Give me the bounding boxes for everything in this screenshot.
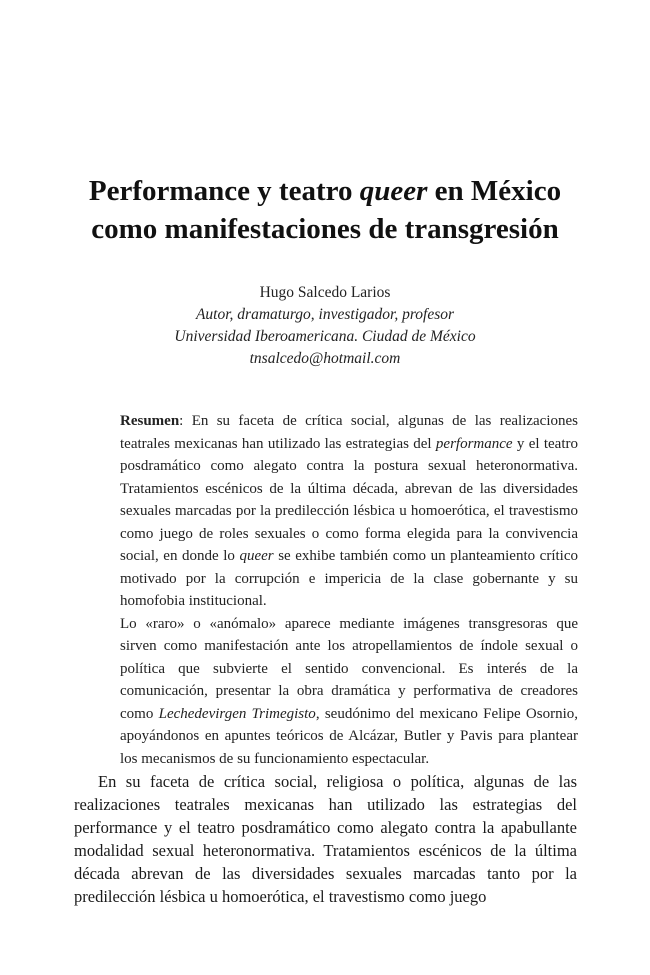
body-paragraph-1: En su faceta de crítica social, religiosa o política, algunas de las realizaciones teatrales mexicanas han utilizado las estrategias del performance y el teatro posdramático como alegato contra la apabullante modalidad sexual heteronormativa. Tratamientos escénicos de la última década abrevan de las diversidades sexuales marcadas tanto por la predilección lésbica u homoerótica, el travestismo como juego [74,772,577,906]
author-role: Autor, dramaturgo, investigador, profesor [195,306,455,323]
abstract-italic: Lechedevirgen Trimegisto [158,705,316,722]
abstract-label: Resumen [120,413,180,429]
abstract-paragraph-1 [120,410,578,613]
title-text: Performance y teatro [88,175,360,207]
abstract [120,410,578,770]
abstract-text: : En su faceta de crítica social, algunas de las realizaciones teatrales mexicanas han utilizado las estrategias del [120,413,578,452]
article-title [0,172,650,248]
title-line-2: como manifestaciones de transgresión [91,213,559,245]
title-text: en México [427,175,562,207]
abstract-italic: performance [435,435,513,452]
abstract-text: , seudónimo del mexicano Felipe Osornio, apoyándonos en apuntes teóricos de Alcázar, Butler y Pavis para plantear los mecanismos de su funcionamiento espectacular. [120,705,578,767]
author-name: Hugo Salcedo Larios [259,284,391,301]
title-italic-queer: queer [359,175,428,207]
title-line-1 [0,172,650,210]
author-affiliation: Universidad Iberoamericana. Ciudad de México [174,328,476,345]
abstract-text: Lo «raro» o «anómalo» aparece mediante imágenes transgresoras que sirven como manifestación ante los atropellamientos de índole sexual o política que subvierte el sentido convencional. Es interés de la comunicación, presentar la obra dramática y performativa de creadores como [120,615,578,722]
author-block [0,282,650,370]
abstract-italic: queer [239,548,274,564]
abstract-text: se exhibe también como un planteamiento crítico motivado por la corrupción e impericia de la clase gobernante y su homofobia institucional. [120,548,578,609]
abstract-paragraph-2 [120,613,578,771]
abstract-text: y el teatro posdramático como alegato contra la postura sexual heteronormativa. Tratamientos escénicos de la última década, abrevan de las diversidades sexuales marcadas por la predilección lésbica u homoerótica, el travestismo como juego de roles sexuales o como forma elegida para la convivencia social, en donde lo [120,435,578,564]
author-email: tnsalcedo@hotmail.com [249,350,401,367]
body-text [74,770,577,908]
